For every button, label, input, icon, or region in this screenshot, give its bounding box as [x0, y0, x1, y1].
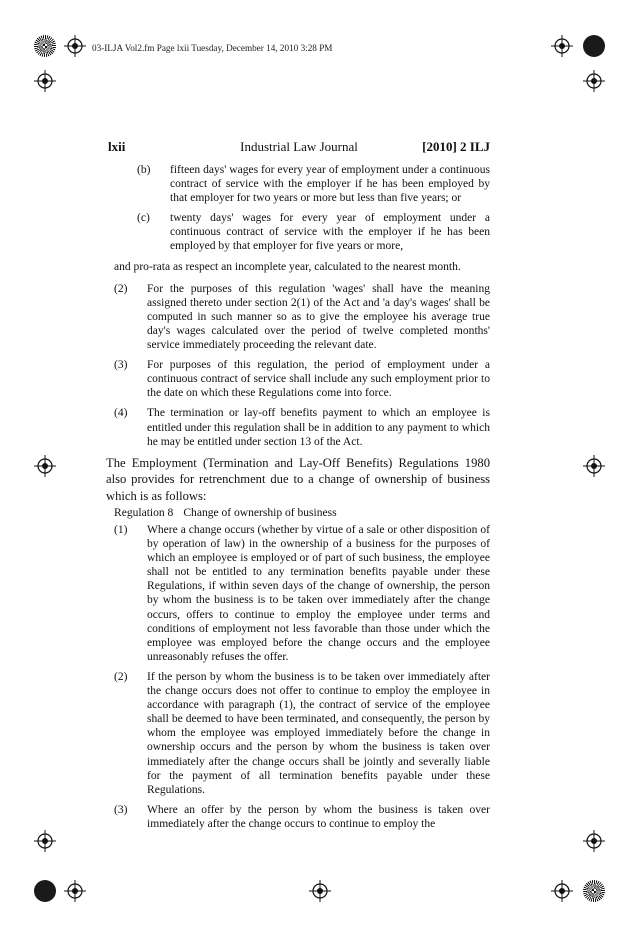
item-text: fifteen days' wages for every year of employment under a continuous contract of service with the employer if he has been employed by that employer for two years or more but less than five years; or — [170, 164, 490, 205]
item-label: (c) — [137, 212, 150, 225]
registration-crosshair-icon — [64, 880, 86, 902]
item-text: Where an offer by the person by whom the business is taken over immediately after the change occurs to continue to employ the — [147, 803, 490, 830]
registration-crosshair-icon — [34, 70, 56, 92]
registration-crosshair-icon — [583, 455, 605, 477]
item-text: Where a change occurs (whether by virtue of a sale or other disposition of by operation of law) in the ownership of a business for the purposes of which an employee is employed or of part of such business, the employee shall not be entitled to any termination benefits payable under these Regulations, if within seven days of the change of ownership, the person by whom the business is to be taken over immediately after the change occurs, offers to continue to employ the employee under terms and conditions of employment not less favorable than those under which the employee was employed before the change occurs and the employee unreasonably refuses the offer. — [147, 524, 490, 663]
registration-crosshair-icon — [583, 830, 605, 852]
item-text: For purposes of this regulation, the period of employment under a continuous contract of service shall include any such employment prior to the date on which these Regulations come into force. — [147, 359, 490, 400]
registration-crosshair-icon — [34, 455, 56, 477]
page-number: lxii — [108, 139, 126, 154]
registration-dot-bottom-left — [34, 880, 56, 902]
registration-crosshair-icon — [34, 830, 56, 852]
running-head — [108, 139, 490, 157]
registration-starburst-bottom-right — [583, 880, 605, 902]
regulation-title: Change of ownership of business — [183, 506, 337, 519]
registration-starburst-top-left — [34, 35, 56, 57]
registration-crosshair-icon — [64, 35, 86, 57]
registration-dot-top-right — [583, 35, 605, 57]
list-item — [137, 211, 490, 253]
item-text: For the purposes of this regulation 'wages' shall have the meaning assigned thereto under section 2(1) of the Act and 'a day's wages' shall be computed in such manner so as to give the employee his average true day's wages calculated over the period of twelve completed months' service immediately proceeding the relevant date. — [147, 282, 490, 352]
regulation-number: Regulation 8 — [114, 506, 174, 519]
item-label: (2) — [114, 670, 128, 683]
item-label: (2) — [114, 282, 128, 295]
list-item — [114, 282, 490, 352]
body-paragraph: The Employment (Termination and Lay-Off Benefits) Regulations 1980 also provides for retrenchment due to a change of ownership of business which is as follows: — [106, 455, 490, 503]
list-item — [114, 358, 490, 400]
list-item — [114, 803, 490, 831]
registration-crosshair-icon — [551, 880, 573, 902]
item-text: twenty days' wages for every year of employment under a continuous contract of service with the employer if he has been employed by that employer for five years or more, — [170, 212, 490, 253]
registration-crosshair-icon — [583, 70, 605, 92]
journal-title: Industrial Law Journal — [240, 139, 358, 154]
registration-crosshair-icon — [309, 880, 331, 902]
list-item — [114, 406, 490, 448]
item-label: (3) — [114, 803, 128, 816]
page-body — [108, 163, 490, 837]
print-slug: 03-ILJA Vol2.fm Page lxii Tuesday, December 14, 2010 3:28 PM — [92, 43, 333, 53]
item-label: (1) — [114, 524, 128, 536]
list-item — [137, 163, 490, 205]
item-text: If the person by whom the business is to be taken over immediately after the change occurs does not offer to continue to employ the employee in accordance with paragraph (1), the contract of service of the employee shall be deemed to have been terminated, and consequently, the person by whom the employee was employed immediately before the change in ownership occurs and the person by whom the business is taken over immediately after the change occurs shall be jointly and severally liable for the payment of all termination benefits payable under these Regulations. — [147, 670, 490, 796]
registration-crosshair-icon — [551, 35, 573, 57]
list-item — [114, 670, 490, 797]
item-label: (4) — [114, 407, 128, 420]
continuation-text: and pro-rata as respect an incomplete year, calculated to the nearest month. — [114, 260, 461, 273]
regulation-heading — [114, 506, 490, 520]
item-label: (b) — [137, 164, 151, 176]
item-label: (3) — [114, 359, 128, 372]
item-text: The termination or lay-off benefits payment to which an employee is entitled under this regulation shall be in addition to any payment to which he may be entitled under section 13 of the Act. — [147, 407, 490, 448]
journal-citation: [2010] 2 ILJ — [422, 139, 490, 154]
list-item — [114, 523, 490, 664]
